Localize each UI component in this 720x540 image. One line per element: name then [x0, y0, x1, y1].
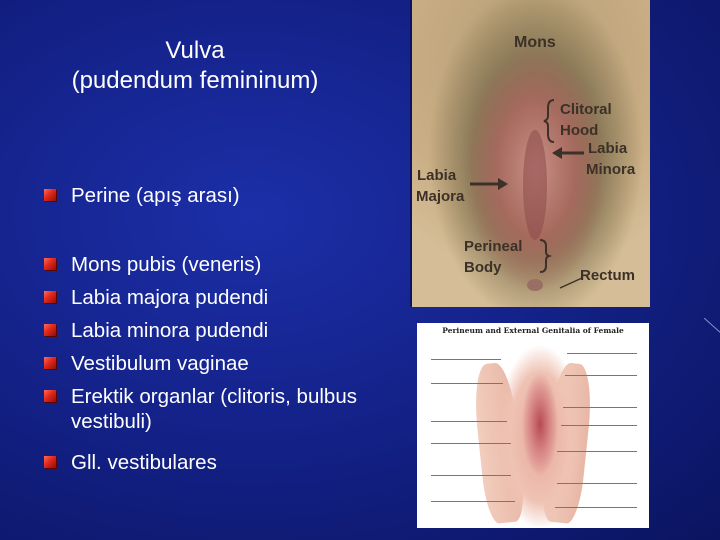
bullet-text: Labia minora pudendi [71, 319, 269, 342]
decorative-line [704, 318, 720, 334]
leader-line [565, 375, 637, 376]
bullet-marker-icon [44, 189, 56, 201]
leader-line [567, 353, 637, 354]
leader-line [431, 475, 511, 476]
leader-line [555, 507, 637, 508]
bullet-item [44, 384, 361, 434]
leader-line [561, 425, 637, 426]
slide-title-line1: Vulva [165, 37, 225, 64]
bullet-item [44, 285, 361, 310]
bullet-text: Mons pubis (veneris) [71, 253, 262, 276]
leader-line [431, 501, 515, 502]
label-labia-majora-1: Labia [417, 167, 457, 184]
bullet-marker-icon [44, 390, 56, 402]
anatomy-drawing [417, 323, 649, 528]
leader-line [431, 443, 511, 444]
leader-line [557, 451, 637, 452]
leader-line [563, 407, 637, 408]
bullet-text: Erektik organlar (clitoris, bulbus vestibuli) [71, 385, 357, 433]
bullet-marker-icon [44, 456, 56, 468]
label-labia-minora-1: Labia [588, 140, 628, 157]
leader-line [431, 359, 501, 360]
bullet-item [44, 252, 361, 277]
bullet-marker-icon [44, 258, 56, 270]
bullet-item [44, 450, 361, 475]
anatomy-photo [410, 0, 650, 307]
slide-title-line2: (pudendum femininum) [71, 67, 319, 94]
bullet-text: Perine (apış arası) [71, 184, 240, 207]
bullet-marker-icon [44, 324, 56, 336]
leader-line [431, 421, 507, 422]
leader-line [557, 483, 637, 484]
label-perineal-body-1: Perineal [464, 238, 523, 255]
label-perineal-body-2: Body [464, 259, 502, 276]
label-clitoral-hood-1: Clitoral [560, 101, 612, 118]
label-labia-minora-2: Minora [586, 161, 636, 178]
label-mons: Mons [514, 34, 556, 51]
bullet-marker-icon [44, 357, 56, 369]
bullet-text: Labia majora pudendi [71, 286, 269, 309]
bullet-marker-icon [44, 291, 56, 303]
label-rectum: Rectum [580, 267, 636, 284]
bullet-item [44, 351, 361, 376]
drawing-title: Perineum and External Genitalia of Female [442, 326, 624, 335]
slide-title [20, 36, 370, 96]
bullet-item [44, 318, 361, 343]
bullet-item [44, 183, 361, 208]
label-clitoral-hood-2: Hood [560, 122, 599, 139]
label-labia-majora-2: Majora [416, 188, 465, 205]
bullet-text: Gll. vestibulares [71, 451, 217, 474]
leader-line [431, 383, 503, 384]
drawing-genitalia [495, 341, 585, 526]
bullet-text: Vestibulum vaginae [71, 352, 249, 375]
